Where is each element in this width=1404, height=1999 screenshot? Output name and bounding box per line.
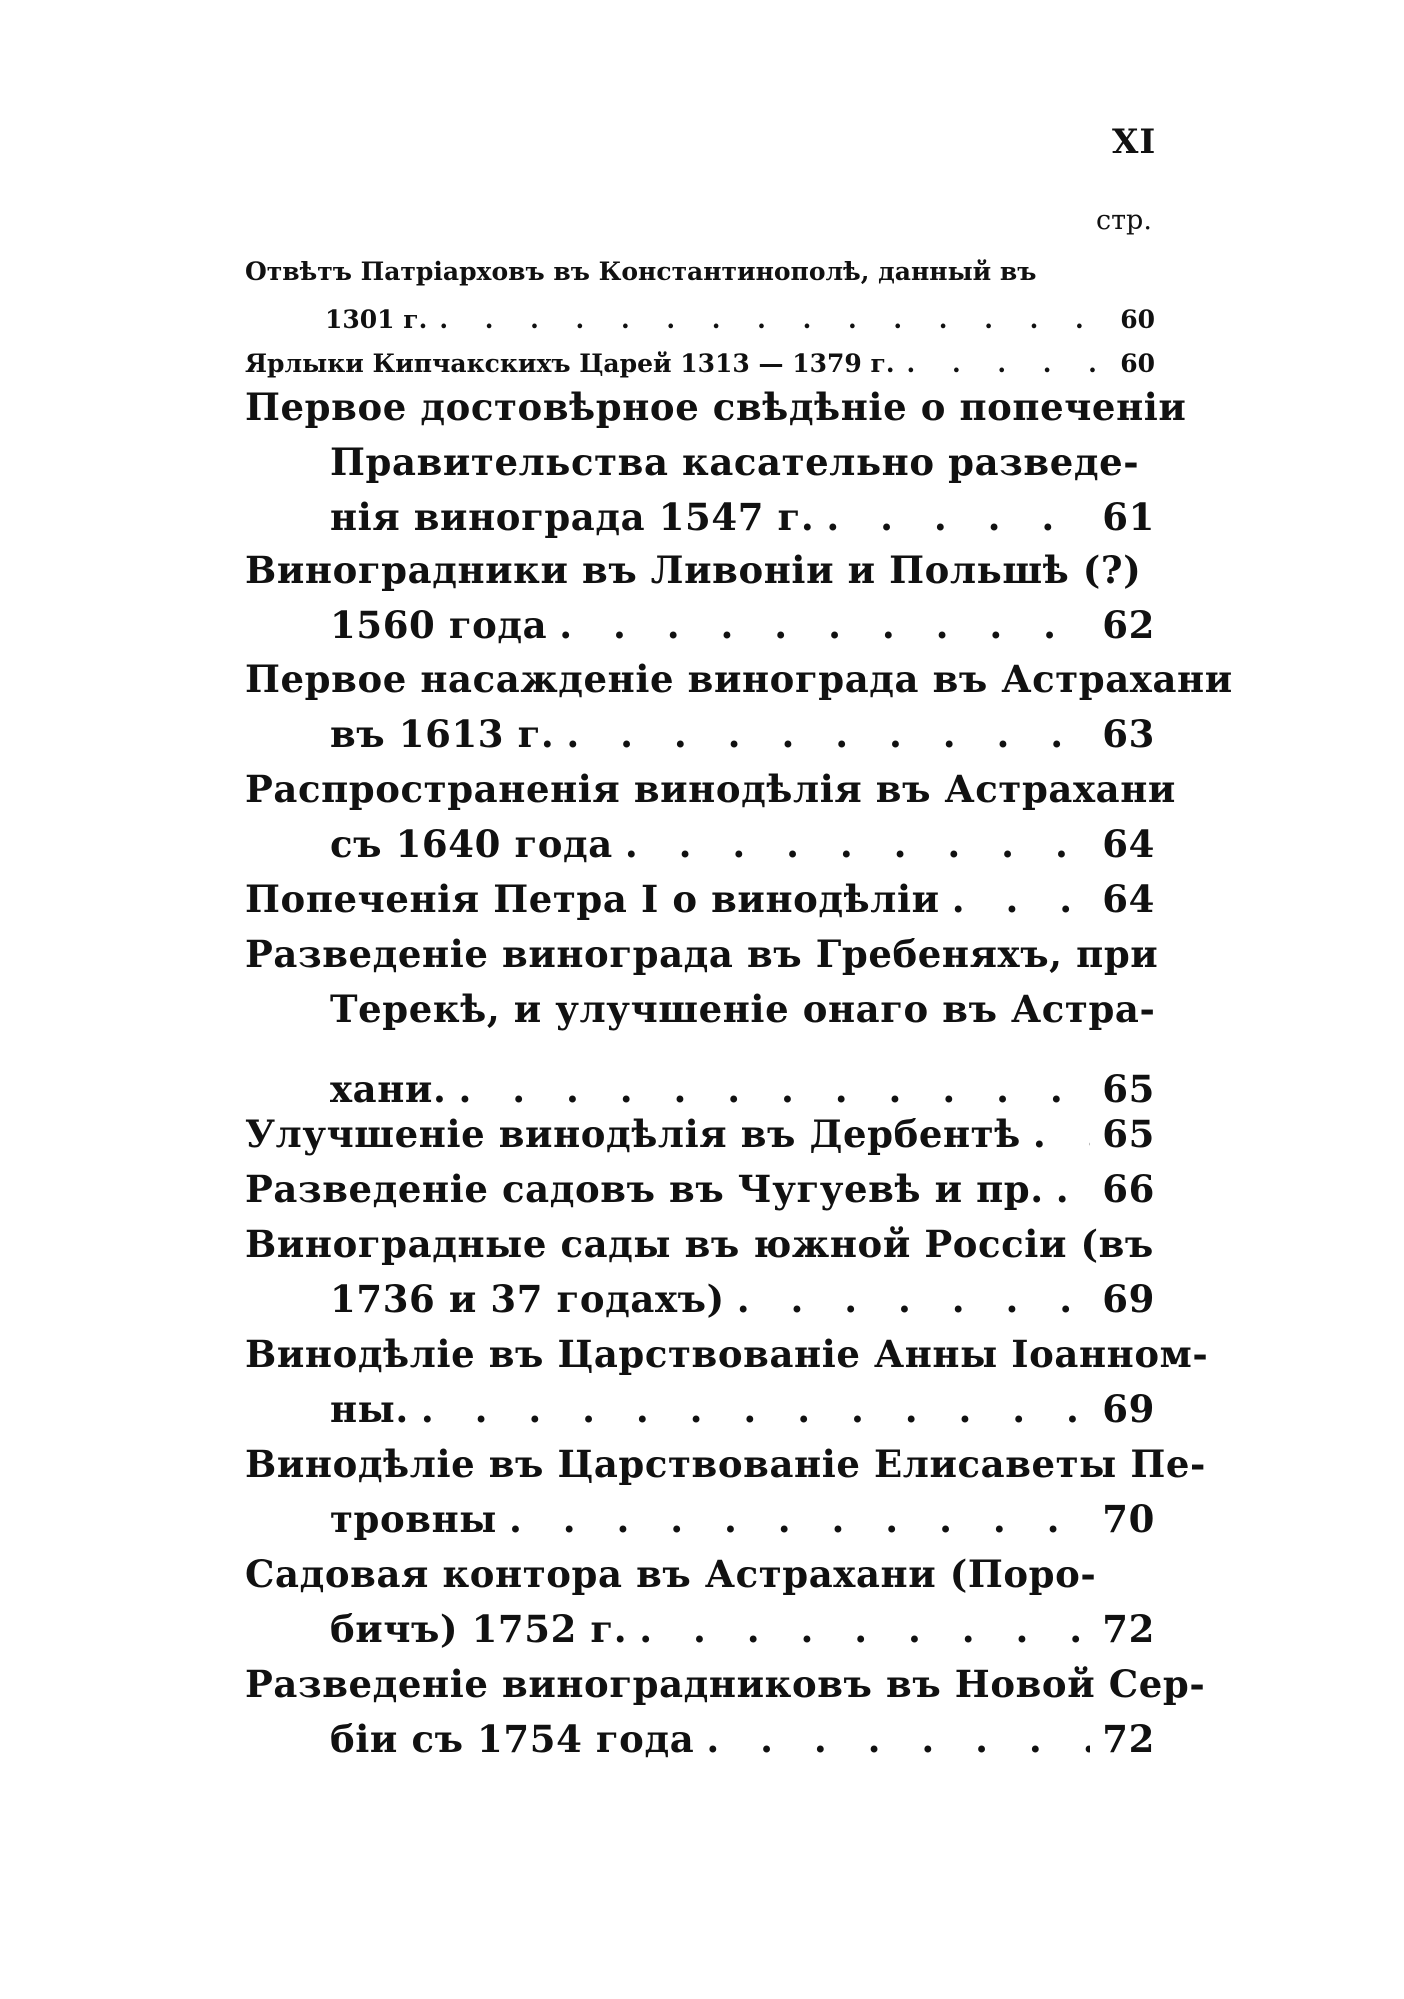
toc-entry-text: съ 1640 года	[330, 822, 613, 866]
toc-entry-text: Попеченія Петра I о винодѣліи	[245, 877, 940, 921]
toc-page-number: 72	[1102, 1607, 1155, 1651]
page-column-header: стр.	[1096, 205, 1152, 236]
toc-entry-last-line	[245, 1162, 1155, 1217]
toc-entry-line: Виноградные сады въ южной Россіи (въ	[245, 1222, 1154, 1266]
toc-entry	[245, 380, 1187, 545]
toc-entry	[245, 762, 1176, 872]
toc-entry-text: 1301 г.	[325, 305, 428, 334]
toc-page-number: 66	[1102, 1167, 1155, 1211]
toc-entry-last-line	[245, 707, 1155, 762]
toc-entry-line: Правительства касательно разведе-	[330, 440, 1140, 484]
toc-page-number: 63	[1102, 712, 1155, 756]
dot-leader	[625, 817, 1090, 872]
toc-entry-text: Разведеніе садовъ въ Чугуевѣ и пр.	[245, 1167, 1044, 1211]
toc-entry-text: нія винограда 1547 г.	[330, 495, 815, 539]
toc-entry-last-line	[245, 1272, 1155, 1327]
toc-entry-line: Первое достовѣрное свѣдѣніе о попеченіи	[245, 385, 1187, 429]
dot-leader	[639, 1602, 1090, 1657]
toc-entry-line: Отвѣтъ Патріарховъ въ Константинополѣ, данный въ	[245, 257, 1037, 286]
toc-entry-text: хани.	[330, 1067, 447, 1111]
toc-entry-last-line	[245, 1107, 1155, 1162]
toc-entry	[245, 872, 1155, 927]
toc-entry-text: въ 1613 г.	[330, 712, 555, 756]
toc-entry	[245, 1657, 1206, 1767]
toc-entry	[245, 1107, 1155, 1162]
toc-entry-line: Первое насажденіе винограда въ Астрахани	[245, 657, 1233, 701]
toc-entry-last-line	[245, 1602, 1155, 1657]
dot-leader	[826, 490, 1090, 545]
toc-entry	[245, 543, 1155, 653]
toc-entry-last-line	[245, 1492, 1155, 1547]
toc-entry	[245, 1327, 1209, 1437]
toc-page-number: 62	[1102, 603, 1155, 647]
toc-entry-last-line	[245, 1712, 1155, 1767]
dot-leader	[509, 1492, 1090, 1547]
dot-leader	[559, 598, 1090, 653]
toc-entry-text: біи съ 1754 года	[330, 1717, 695, 1761]
toc-entry-last-line	[245, 598, 1155, 653]
toc-entry-text: бичъ) 1752 г.	[330, 1607, 628, 1651]
toc-page-number: 65	[1102, 1112, 1155, 1156]
dot-leader	[706, 1712, 1090, 1767]
toc-entry	[245, 1547, 1155, 1657]
toc-entry-text: Ярлыки Кипчакскихъ Царей 1313 — 1379 г.	[245, 349, 895, 378]
toc-page-number: 60	[1120, 349, 1155, 378]
toc-entry-last-line	[245, 490, 1155, 545]
dot-leader	[566, 707, 1090, 762]
toc-entry-last-line	[245, 296, 1155, 344]
toc-entry-line: Разведеніе виноградниковъ въ Новой Сер-	[245, 1662, 1206, 1706]
toc-page-number: 64	[1102, 822, 1155, 866]
toc-page-number: 69	[1102, 1277, 1155, 1321]
toc-entry-line: Разведеніе винограда въ Гребеняхъ, при	[245, 932, 1159, 976]
toc-entry	[245, 927, 1159, 1117]
toc-page-number: 60	[1120, 305, 1155, 334]
dot-leader	[952, 872, 1091, 927]
toc-page-number: 70	[1102, 1497, 1155, 1541]
toc-entry-text: ны.	[330, 1387, 409, 1431]
toc-page-number: 64	[1102, 877, 1155, 921]
toc-entry-line: Винодѣліе въ Царствованіе Анны Іоанном-	[245, 1332, 1209, 1376]
dot-leader	[439, 296, 1101, 344]
toc-entry	[245, 1162, 1155, 1217]
toc-page-number: 72	[1102, 1717, 1155, 1761]
toc-entry-line: Виноградники въ Ливоніи и Польшѣ (?)	[245, 548, 1142, 592]
dot-leader	[1033, 1107, 1090, 1162]
toc-entry-line: Распространенія винодѣлія въ Астрахани	[245, 767, 1176, 811]
toc-entry-last-line	[245, 1382, 1155, 1437]
dot-leader	[1056, 1162, 1091, 1217]
toc-page-number: 61	[1102, 495, 1155, 539]
toc-entry-line: Садовая контора въ Астрахани (Поро-	[245, 1552, 1097, 1596]
toc-entry	[245, 248, 1155, 344]
toc-page-number: 65	[1102, 1067, 1155, 1111]
toc-entry-last-line	[245, 817, 1155, 872]
toc-entry-text: 1736 и 37 годахъ)	[330, 1277, 725, 1321]
toc-entry	[245, 1437, 1206, 1547]
toc-page-number: 69	[1102, 1387, 1155, 1431]
toc-entry	[245, 652, 1233, 762]
toc-entry-text: тровны	[330, 1497, 497, 1541]
toc-entry-last-line	[245, 872, 1155, 927]
toc-entry-line: Винодѣліе въ Царствованіе Елисаветы Пе-	[245, 1442, 1206, 1486]
dot-leader	[421, 1382, 1090, 1437]
toc-entry-line: Терекѣ, и улучшеніе онаго въ Астра-	[330, 987, 1156, 1031]
toc-entry-text: 1560 года	[330, 603, 548, 647]
toc-entry	[245, 1217, 1155, 1327]
dot-leader	[737, 1272, 1091, 1327]
toc-entry-text: Улучшеніе винодѣлія въ Дербентѣ	[245, 1112, 1021, 1156]
page-number: XI	[1112, 122, 1157, 162]
